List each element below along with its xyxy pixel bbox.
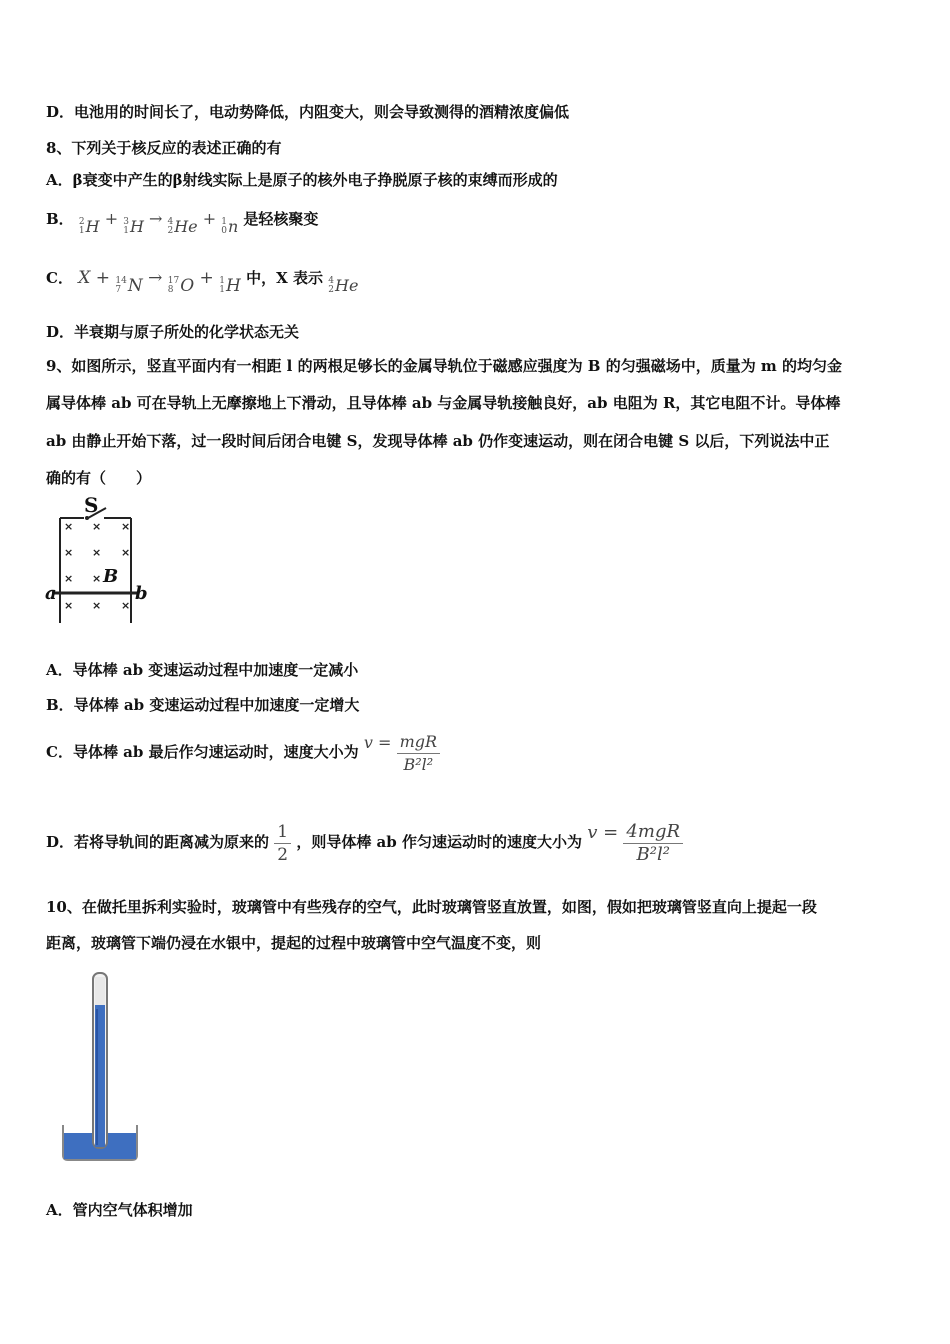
q7-option-d: D．电池用的时间长了，电动势降低，内阻变大，则会导致测得的酒精浓度偏低 bbox=[46, 103, 570, 121]
label-field-B: B bbox=[103, 566, 119, 587]
q10-torricelli-figure bbox=[50, 965, 150, 1165]
field-cross: × bbox=[64, 520, 74, 533]
q9-stem-line-1: 9、如图所示，竖直平面内有一相距 l 的两根足够长的金属导轨位于磁感应强度为 B 的匀强磁场中，质量为 m 的均匀金 bbox=[46, 357, 843, 375]
q8-stem: 8、下列关于核反应的表述正确的有 bbox=[46, 139, 282, 157]
q9-option-c-v: v = bbox=[363, 733, 392, 752]
field-cross: × bbox=[92, 572, 102, 585]
q8-option-a: A．β衰变中产生的β射线实际上是原子的核外电子挣脱原子核的束缚而形成的 bbox=[46, 171, 558, 189]
q8-option-b-text: 是轻核聚变 bbox=[243, 210, 319, 228]
field-cross: × bbox=[64, 572, 74, 585]
half-denominator: 2 bbox=[277, 844, 289, 865]
q9-circuit-figure bbox=[40, 492, 160, 627]
q9-stem-line-2: 属导体棒 ab 可在导轨上无摩擦地上下滑动，且导体棒 ab 与金属导轨接触良好，ab 电阻为 R，其它电阻不计。导体棒 bbox=[46, 394, 841, 412]
q9-option-d-v: v = bbox=[587, 822, 619, 843]
field-cross: × bbox=[92, 520, 102, 533]
label-a: a bbox=[45, 583, 57, 604]
q9-option-d-numerator: 4mgR bbox=[623, 821, 683, 844]
q9-option-d-fraction bbox=[623, 821, 683, 866]
q9-stem-line-3: ab 由静止开始下落，过一段时间后闭合电键 S，发现导体棒 ab 仍作变速运动，则在闭合电键 S 以后，下列说法中正 bbox=[46, 432, 830, 450]
field-cross: × bbox=[121, 546, 131, 559]
q9-stem-line-4: 确的有（ ） bbox=[46, 469, 152, 487]
q9-option-c-fraction bbox=[397, 731, 440, 776]
field-cross: × bbox=[64, 599, 74, 612]
q10-option-a: A．管内空气体积增加 bbox=[46, 1201, 193, 1219]
q8-option-b-equation: 2 1 H + 3 1 H → 4 2 He + 1 0 n bbox=[78, 209, 239, 236]
q8-option-c-equation: X + 14 7 N → 17 8 O + 1 1 H bbox=[78, 268, 241, 296]
q8-option-c-label: C． bbox=[46, 269, 73, 287]
q9-option-c-text: C．导体棒 ab 最后作匀速运动时，速度大小为 bbox=[46, 743, 359, 761]
q9-option-c bbox=[46, 728, 440, 777]
q9-option-c-numerator: mgR bbox=[397, 731, 440, 754]
q8-option-b-label: B． bbox=[46, 210, 74, 228]
q10-stem-line-2: 距离，玻璃管下端仍浸在水银中，提起的过程中玻璃管中空气温度不变，则 bbox=[46, 934, 542, 952]
field-cross: × bbox=[121, 599, 131, 612]
q9-option-b: B．导体棒 ab 变速运动过程中加速度一定增大 bbox=[46, 696, 360, 714]
field-cross: × bbox=[121, 520, 131, 533]
switch-label: S bbox=[84, 493, 99, 517]
q9-option-d-text-2: ，则导体棒 ab 作匀速运动时的速度大小为 bbox=[296, 833, 582, 851]
q9-option-d bbox=[46, 814, 683, 871]
label-b: b bbox=[135, 583, 148, 604]
q10-stem-line-1: 10、在做托里拆利实验时，玻璃管中有些残存的空气，此时玻璃管竖直放置，如图，假如把玻璃管竖直向上提起一段 bbox=[46, 898, 817, 916]
q9-option-d-half bbox=[274, 821, 291, 866]
q8-option-c-helium: 4 2 He bbox=[328, 276, 359, 295]
field-cross: × bbox=[92, 599, 102, 612]
q8-option-c bbox=[46, 265, 358, 299]
q8-option-b bbox=[46, 206, 318, 240]
trapped-air bbox=[95, 977, 105, 1005]
field-cross: × bbox=[64, 546, 74, 559]
q9-option-c-denominator: B²l² bbox=[403, 754, 434, 774]
field-cross: × bbox=[92, 546, 102, 559]
q9-option-d-text-1: D．若将导轨间的距离减为原来的 bbox=[46, 833, 270, 851]
q8-option-c-text: 中，X 表示 bbox=[246, 269, 324, 287]
q9-option-a: A．导体棒 ab 变速运动过程中加速度一定减小 bbox=[46, 661, 359, 679]
q9-option-d-denominator: B²l² bbox=[636, 843, 670, 865]
q8-option-d: D．半衰期与原子所处的化学状态无关 bbox=[46, 323, 300, 341]
half-numerator: 1 bbox=[274, 821, 291, 844]
magnetic-field-crosses bbox=[64, 520, 130, 612]
